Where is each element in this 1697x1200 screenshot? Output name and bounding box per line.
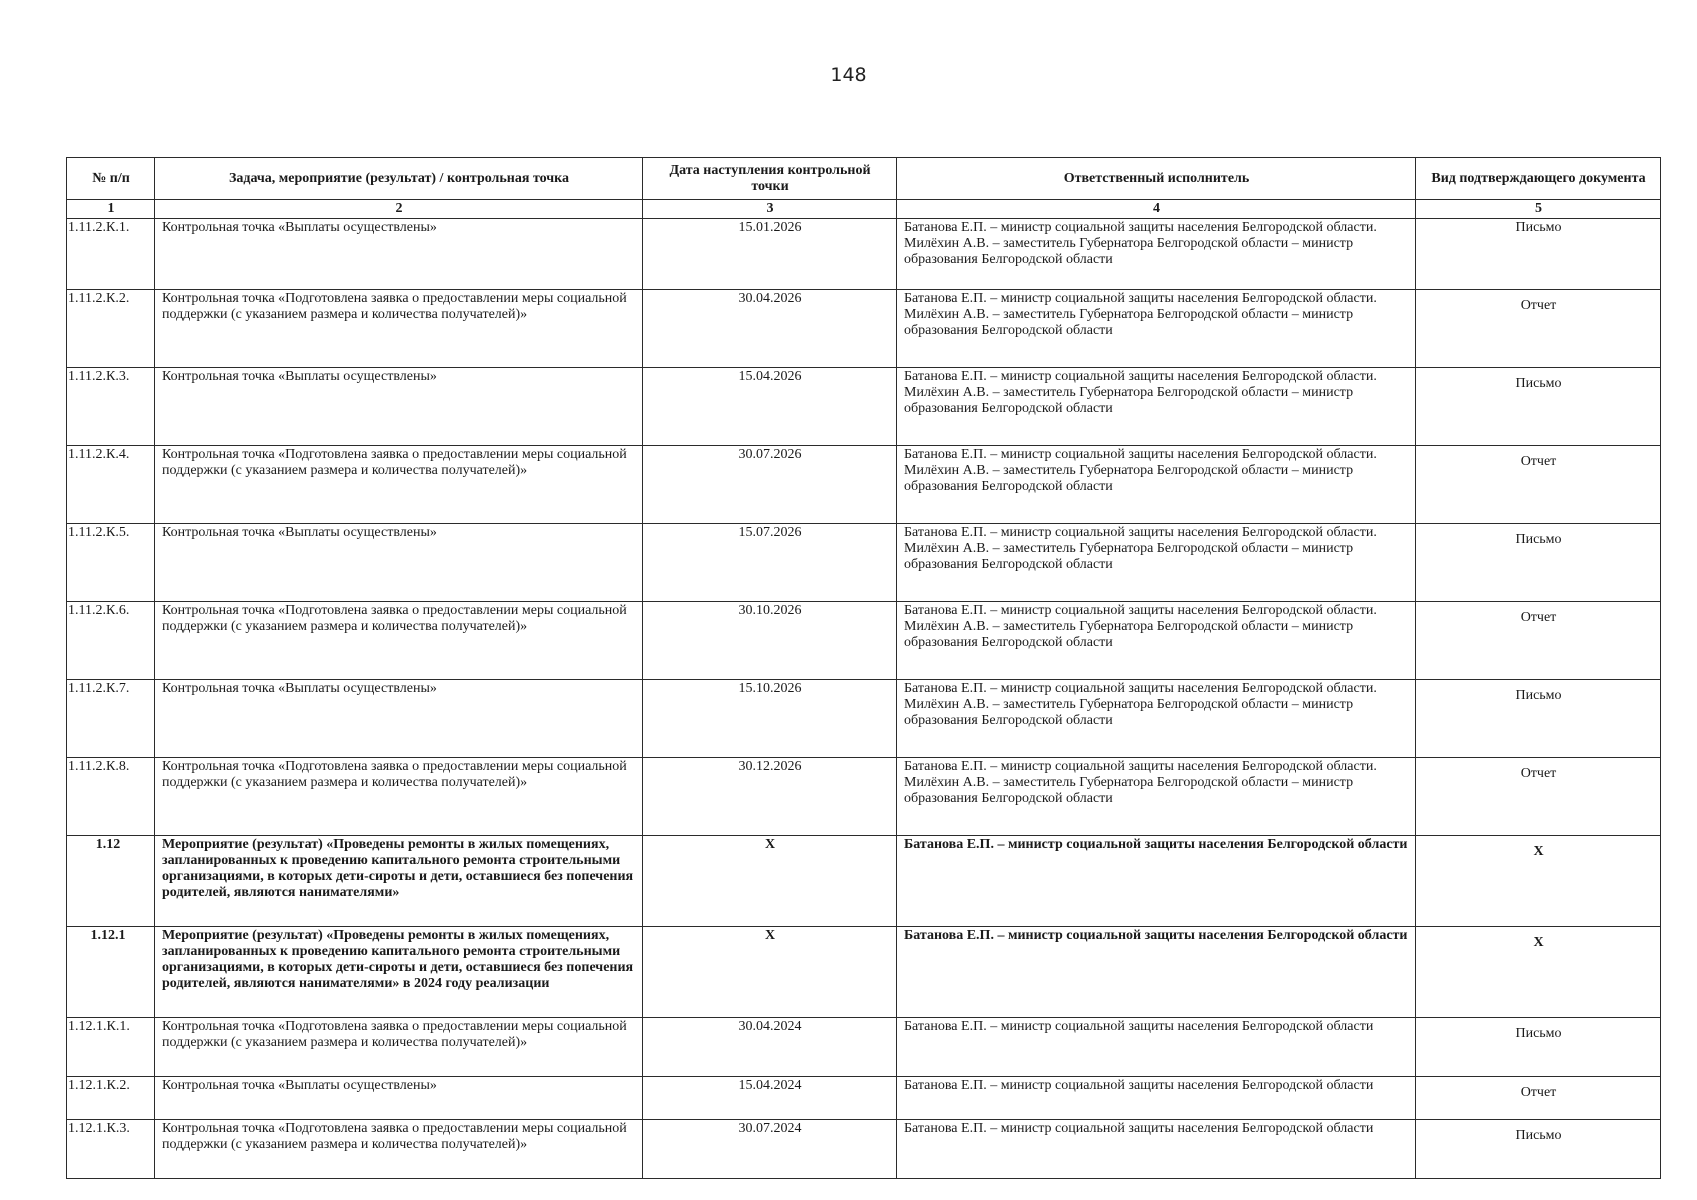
responsible-line: Батанова Е.П. – министр социальной защиты населения Белгородской области. <box>904 220 1377 235</box>
row-task: Контрольная точка «Выплаты осуществлены» <box>155 219 643 290</box>
responsible-line: Батанова Е.П. – министр социальной защиты населения Белгородской области. <box>904 759 1377 774</box>
row-number: 1.11.2.К.3. <box>67 368 155 446</box>
row-task: Контрольная точка «Подготовлена заявка о предоставлении меры социальной поддержки (с указанием размера и количества получателей)» <box>155 290 643 368</box>
row-responsible <box>897 680 1416 758</box>
responsible-line: Батанова Е.П. – министр социальной защиты населения Белгородской области <box>904 1019 1374 1034</box>
row-task: Контрольная точка «Подготовлена заявка о предоставлении меры социальной поддержки (с указанием размера и количества получателей)» <box>155 1018 643 1077</box>
header-responsible: Ответственный исполнитель <box>897 158 1416 200</box>
row-responsible <box>897 1077 1416 1120</box>
row-document: Письмо <box>1416 219 1661 290</box>
responsible-line: Батанова Е.П. – министр социальной защиты населения Белгородской области <box>904 1121 1374 1136</box>
responsible-line: Батанова Е.П. – министр социальной защиты населения Белгородской области. <box>904 525 1377 540</box>
header-number: № п/п <box>67 158 155 200</box>
row-task: Контрольная точка «Выплаты осуществлены» <box>155 1077 643 1120</box>
row-task: Мероприятие (результат) «Проведены ремонты в жилых помещениях, запланированных к проведению капитального ремонта строительными организациями, в которых дети-сироты и дети, оставшиеся без попечения родителей, являются нанимателями» в 2024 году реализации <box>155 927 643 1018</box>
row-document: Письмо <box>1416 368 1661 446</box>
row-date: 30.07.2026 <box>643 446 897 524</box>
row-document: Письмо <box>1416 680 1661 758</box>
column-number: 2 <box>155 200 643 219</box>
row-responsible <box>897 368 1416 446</box>
row-date: 30.04.2026 <box>643 290 897 368</box>
column-number: 1 <box>67 200 155 219</box>
row-date: 30.12.2026 <box>643 758 897 836</box>
responsible-line: Милёхин А.В. – заместитель Губернатора Белгородской области – министр образования Белгородской области <box>904 385 1354 416</box>
table-row <box>67 290 1661 368</box>
responsible-line: Милёхин А.В. – заместитель Губернатора Белгородской области – министр образования Белгородской области <box>904 697 1354 728</box>
row-date: X <box>643 927 897 1018</box>
responsible-line: Милёхин А.В. – заместитель Губернатора Белгородской области – министр образования Белгородской области <box>904 619 1354 650</box>
row-date: 15.04.2026 <box>643 368 897 446</box>
table-row <box>67 1018 1661 1077</box>
header-date: Дата наступления контрольной точки <box>643 158 897 200</box>
control-points-table <box>66 157 1661 1179</box>
row-date: 15.04.2024 <box>643 1077 897 1120</box>
row-responsible <box>897 290 1416 368</box>
responsible-line: Милёхин А.В. – заместитель Губернатора Белгородской области – министр образования Белгородской области <box>904 307 1354 338</box>
responsible-line: Батанова Е.П. – министр социальной защиты населения Белгородской области. <box>904 681 1377 696</box>
row-document: Отчет <box>1416 446 1661 524</box>
row-task: Контрольная точка «Подготовлена заявка о предоставлении меры социальной поддержки (с указанием размера и количества получателей)» <box>155 758 643 836</box>
table-row <box>67 680 1661 758</box>
row-number: 1.12 <box>67 836 155 927</box>
row-date: X <box>643 836 897 927</box>
row-task: Контрольная точка «Подготовлена заявка о предоставлении меры социальной поддержки (с указанием размера и количества получателей)» <box>155 1120 643 1179</box>
row-document: Отчет <box>1416 290 1661 368</box>
row-date: 15.01.2026 <box>643 219 897 290</box>
table-row <box>67 446 1661 524</box>
page-number: 148 <box>830 64 867 86</box>
responsible-line: Милёхин А.В. – заместитель Губернатора Белгородской области – министр образования Белгородской области <box>904 541 1354 572</box>
responsible-line: Батанова Е.П. – министр социальной защиты населения Белгородской области. <box>904 603 1377 618</box>
row-date: 30.07.2024 <box>643 1120 897 1179</box>
row-number: 1.12.1.К.1. <box>67 1018 155 1077</box>
row-document: Отчет <box>1416 602 1661 680</box>
row-document: X <box>1416 927 1661 1018</box>
row-responsible <box>897 446 1416 524</box>
table-row <box>67 368 1661 446</box>
row-task: Контрольная точка «Выплаты осуществлены» <box>155 524 643 602</box>
responsible-line: Батанова Е.П. – министр социальной защиты населения Белгородской области. <box>904 291 1377 306</box>
row-number: 1.11.2.К.8. <box>67 758 155 836</box>
row-number: 1.11.2.К.4. <box>67 446 155 524</box>
header-document: Вид подтверждающего документа <box>1416 158 1661 200</box>
column-number: 3 <box>643 200 897 219</box>
table-row <box>67 927 1661 1018</box>
row-task: Контрольная точка «Подготовлена заявка о предоставлении меры социальной поддержки (с указанием размера и количества получателей)» <box>155 446 643 524</box>
row-number: 1.11.2.К.2. <box>67 290 155 368</box>
row-document: Письмо <box>1416 1120 1661 1179</box>
row-task: Мероприятие (результат) «Проведены ремонты в жилых помещениях, запланированных к проведению капитального ремонта строительными организациями, в которых дети-сироты и дети, оставшиеся без попечения родителей, являются нанимателями» <box>155 836 643 927</box>
row-date: 15.10.2026 <box>643 680 897 758</box>
row-date: 30.04.2024 <box>643 1018 897 1077</box>
table-header-row <box>67 158 1661 200</box>
row-date: 15.07.2026 <box>643 524 897 602</box>
row-number: 1.12.1.К.2. <box>67 1077 155 1120</box>
row-task: Контрольная точка «Выплаты осуществлены» <box>155 680 643 758</box>
row-number: 1.12.1.К.3. <box>67 1120 155 1179</box>
row-responsible <box>897 927 1416 1018</box>
row-number: 1.11.2.К.6. <box>67 602 155 680</box>
responsible-line: Милёхин А.В. – заместитель Губернатора Белгородской области – министр образования Белгородской области <box>904 463 1354 494</box>
table-row <box>67 836 1661 927</box>
responsible-line: Батанова Е.П. – министр социальной защиты населения Белгородской области. <box>904 447 1377 462</box>
header-task: Задача, мероприятие (результат) / контрольная точка <box>155 158 643 200</box>
responsible-line: Батанова Е.П. – министр социальной защиты населения Белгородской области <box>904 1078 1374 1093</box>
row-task: Контрольная точка «Подготовлена заявка о предоставлении меры социальной поддержки (с указанием размера и количества получателей)» <box>155 602 643 680</box>
row-document: Письмо <box>1416 1018 1661 1077</box>
row-number: 1.11.2.К.5. <box>67 524 155 602</box>
row-document: Отчет <box>1416 1077 1661 1120</box>
row-date: 30.10.2026 <box>643 602 897 680</box>
responsible-line: Батанова Е.П. – министр социальной защиты населения Белгородской области <box>904 837 1408 852</box>
row-responsible <box>897 1018 1416 1077</box>
row-number: 1.11.2.К.7. <box>67 680 155 758</box>
responsible-line: Милёхин А.В. – заместитель Губернатора Белгородской области – министр образования Белгородской области <box>904 775 1354 806</box>
responsible-line: Батанова Е.П. – министр социальной защиты населения Белгородской области. <box>904 369 1377 384</box>
column-numbers-row <box>67 200 1661 219</box>
table-row <box>67 758 1661 836</box>
table-row <box>67 602 1661 680</box>
column-number: 5 <box>1416 200 1661 219</box>
row-responsible <box>897 836 1416 927</box>
table-row <box>67 1077 1661 1120</box>
row-number: 1.11.2.К.1. <box>67 219 155 290</box>
table-row <box>67 219 1661 290</box>
row-responsible <box>897 524 1416 602</box>
row-responsible <box>897 219 1416 290</box>
row-responsible <box>897 602 1416 680</box>
row-document: Отчет <box>1416 758 1661 836</box>
row-responsible <box>897 1120 1416 1179</box>
row-document: X <box>1416 836 1661 927</box>
row-task: Контрольная точка «Выплаты осуществлены» <box>155 368 643 446</box>
row-number: 1.12.1 <box>67 927 155 1018</box>
table-row <box>67 524 1661 602</box>
table-row <box>67 1120 1661 1179</box>
column-number: 4 <box>897 200 1416 219</box>
row-responsible <box>897 758 1416 836</box>
responsible-line: Милёхин А.В. – заместитель Губернатора Белгородской области – министр образования Белгородской области <box>904 236 1354 267</box>
responsible-line: Батанова Е.П. – министр социальной защиты населения Белгородской области <box>904 928 1408 943</box>
row-document: Письмо <box>1416 524 1661 602</box>
